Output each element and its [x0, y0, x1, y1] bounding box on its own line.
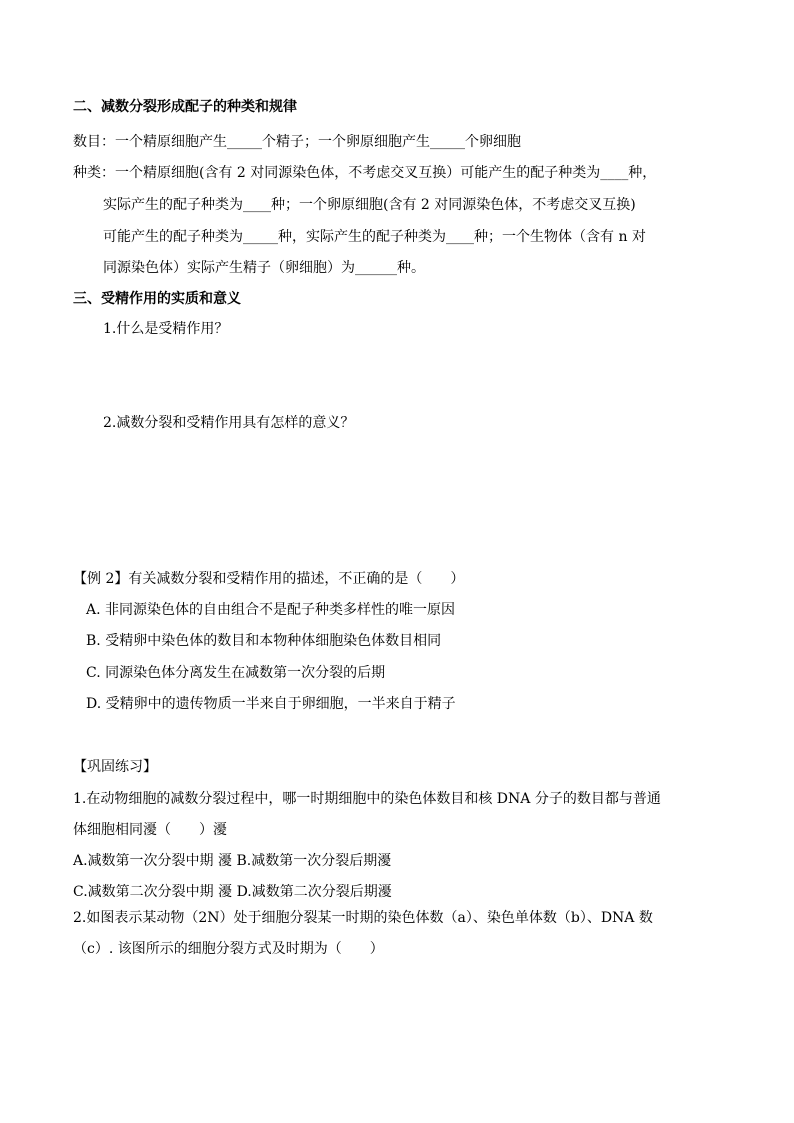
example-2-option-a: A. 非同源染色体的自由组合不是配子种类多样性的唯一原因	[86, 602, 456, 618]
section-3-question-1: 1.什么是受精作用？	[103, 321, 229, 337]
practice-q1-options-row-2: C.减数第二次分裂中期 瀀 D.减数第二次分裂后期瀀	[73, 884, 392, 900]
count-line: 数目：一个精原细胞产生_____个精子；一个卵原细胞产生_____个卵细胞	[73, 134, 521, 150]
practice-q1-line-1: 1.在动物细胞的减数分裂过程中，哪一时期细胞中的染色体数目和核 DNA 分子的数目都与普通	[73, 791, 661, 807]
practice-q2-line-1: 2.如图表示某动物（2N）处于细胞分裂某一时期的染色体数（a）、染色单体数（b）、DNA 数	[73, 910, 653, 926]
practice-q2-line-2: （c）. 该图所示的细胞分裂方式及时期为（ ）	[73, 941, 384, 957]
type-line-4: 同源染色体）实际产生精子（卵细胞）为______种。	[103, 260, 425, 276]
section-2-heading: 二、减数分裂形成配子的种类和规律	[73, 99, 297, 115]
example-2-option-b: B. 受精卵中染色体的数目和本物种体细胞染色体数目相同	[86, 633, 442, 649]
type-line-2: 实际产生的配子种类为____种；一个卵原细胞(含有 2 对同源染色体，不考虑交叉互换)	[103, 197, 636, 213]
type-line-1: 种类：一个精原细胞(含有 2 对同源染色体，不考虑交叉互换）可能产生的配子种类为____种，	[73, 165, 657, 181]
practice-q1-line-2: 体细胞相同瀀（ ）瀀	[73, 822, 227, 838]
example-2-option-c: C. 同源染色体分离发生在减数第一次分裂的后期	[86, 665, 386, 681]
type-line-3: 可能产生的配子种类为_____种，实际产生的配子种类为____种；一个生物体（含有 n 对	[103, 229, 646, 245]
example-2-stem: 【例 2】有关减数分裂和受精作用的描述，不正确的是（ ）	[73, 571, 465, 587]
section-3-heading: 三、受精作用的实质和意义	[73, 291, 241, 307]
practice-heading: 【巩固练习】	[73, 759, 157, 775]
example-2-option-d: D. 受精卵中的遗传物质一半来自于卵细胞，一半来自于精子	[86, 696, 456, 712]
section-3-question-2: 2.减数分裂和受精作用具有怎样的意义？	[103, 415, 355, 431]
practice-q1-options-row-1: A.减数第一次分裂中期 瀀 B.减数第一次分裂后期瀀	[73, 853, 392, 869]
